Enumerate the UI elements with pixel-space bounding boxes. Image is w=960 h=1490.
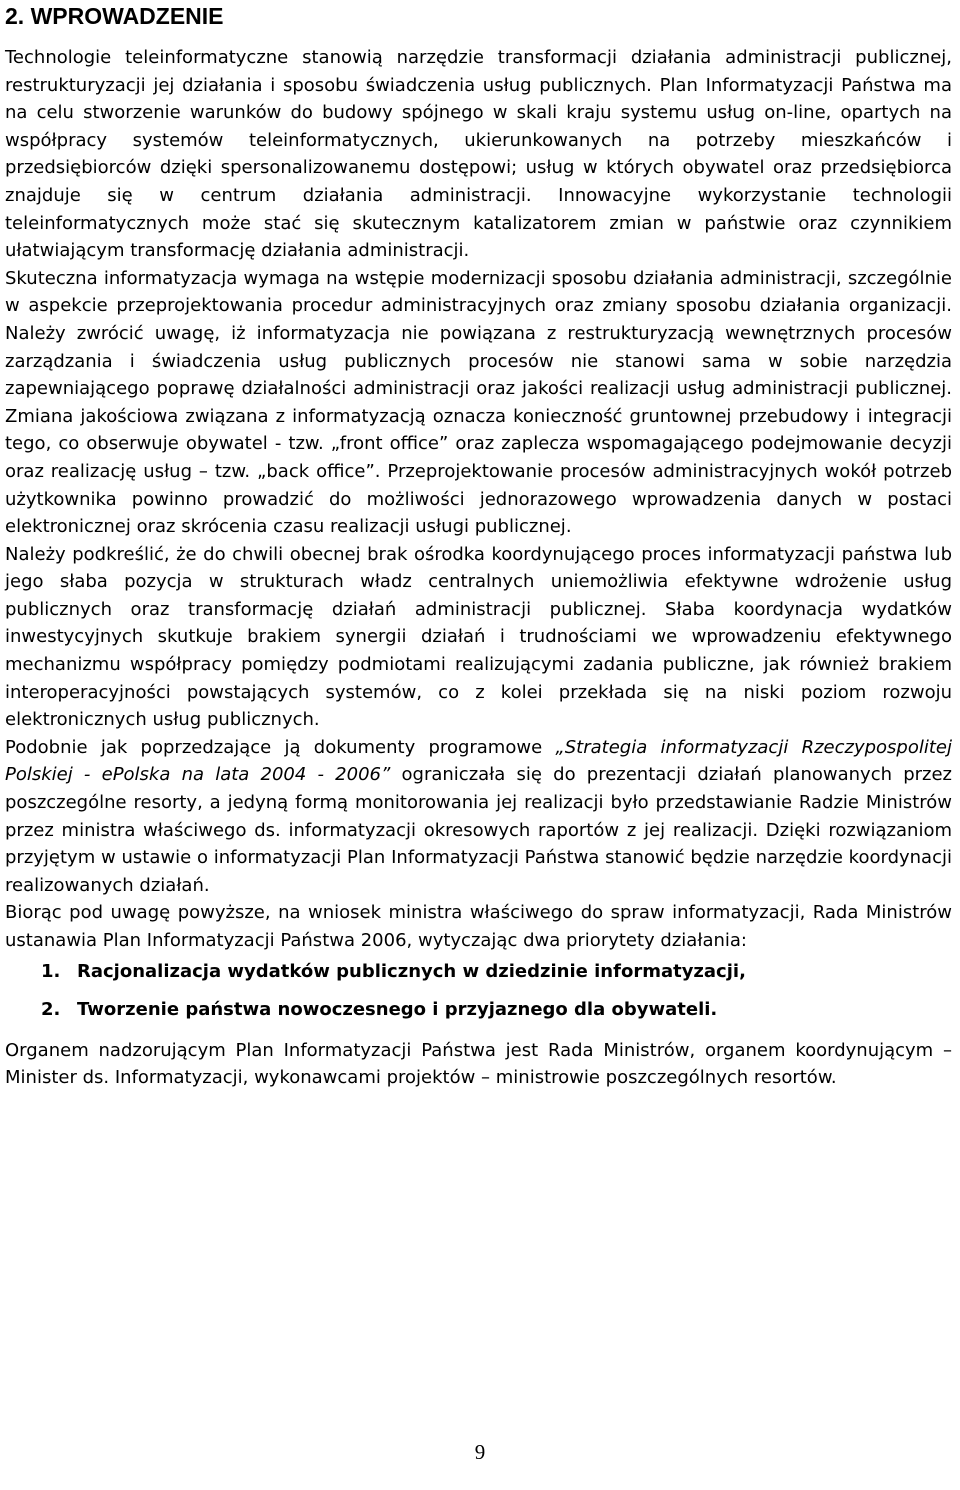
priority-number: 1. bbox=[41, 960, 61, 982]
paragraph-1: Technologie teleinformatyczne stanowią narzędzie transformacji działania administracji publicznej, restrukturyzacji jej działania i sposobu świadczenia usług publicznych. Plan Informatyzacji Państwa ma na celu stworzenie warunków do budowy spójnego w skali kraju systemu usług on-line, opartych na współpracy systemów teleinformatycznych, ukierunkowanych na potrzeby mieszkańców i przedsiębiorców dzięki spersonalizowanemu dostępowi; usług w których obywatel oraz przedsiębiorca znajduje się w centrum działania administracji. Innowacyjne wykorzystanie technologii teleinformatycznych może stać się skutecznym katalizatorem zmian w państwie oraz czynnikiem ułatwiającym transformację działania administracji. bbox=[5, 47, 952, 262]
priority-item bbox=[5, 999, 952, 1021]
priority-text: Tworzenie państwa nowoczesnego i przyjaznego dla obywateli. bbox=[77, 998, 718, 1020]
strategy-title: „Strategia informatyzacji Rzeczypospolitej Polskiej - ePolska na lata 2004 - 2006” bbox=[5, 736, 953, 786]
priority-number: 2. bbox=[41, 998, 61, 1020]
document-page bbox=[5, 0, 952, 1092]
priorities-list bbox=[5, 961, 952, 1021]
priority-text: Racjonalizacja wydatków publicznych w dziedzinie informatyzacji, bbox=[77, 960, 746, 982]
paragraph-3: Należy podkreślić, że do chwili obecnej brak ośrodka koordynującego proces informatyzacji państwa lub jego słaba pozycja w strukturach władz centralnych uniemożliwia efektywne wdrożenie usług publicznych oraz transformację działań administracji publicznej. Słaba koordynacja wydatków inwestycyjnych skutkuje brakiem synergii działań i trudnościami we wprowadzeniu efektywnego mechanizmu współpracy pomiędzy podmiotami realizującymi zadania publiczne, jak również brakiem interoperacyjności powstających systemów, co z kolei przekłada się na niski poziom rozwoju elektronicznych usług publicznych. bbox=[5, 543, 952, 731]
section-heading bbox=[5, 2, 952, 30]
section-number: 2. bbox=[5, 3, 25, 29]
page-number: 9 bbox=[474, 1440, 486, 1464]
paragraph-6: Organem nadzorującym Plan Informatyzacji Państwa jest Rada Ministrów, organem koordynującym – Minister ds. Informatyzacji, wykonawcami projektów – ministrowie poszczególnych resortów. bbox=[5, 1039, 952, 1089]
paragraph-2: Skuteczna informatyzacja wymaga na wstępie modernizacji sposobu działania administracji, szczególnie w aspekcie przeprojektowania procedur administracyjnych oraz zmiany sposobu działania organizacji. Należy zwrócić uwagę, iż informatyzacja nie powiązana z restrukturyzacją wewnętrznych procesów zarządzania i świadczenia usług publicznych procesów nie stanowi sama w sobie narzędzia zapewniającego poprawę działalności administracji oraz jakości realizacji usług administracji publicznej. Zmiana jakościowa związana z informatyzacją oznacza konieczność gruntownej przebudowy i integracji tego, co obserwuje obywatel - tzw. „front office” oraz zaplecza wspomagającego podejmowanie decyzji oraz realizację usług – tzw. „back office”. Przeprojektowanie procesów administracyjnych wokół potrzeb użytkownika powinno prowadzić do możliwości jednorazowego wprowadzenia danych w postaci elektronicznej oraz skrócenia czasu realizacji usługi publicznej. bbox=[5, 267, 952, 538]
priority-item bbox=[5, 961, 952, 983]
section-title-rest: PROWADZENIE bbox=[52, 3, 224, 29]
section-title-first-letter: W bbox=[30, 3, 53, 29]
paragraph-5: Biorąc pod uwagę powyższe, na wniosek ministra właściwego do spraw informatyzacji, Rada Ministrów ustanawia Plan Informatyzacji Państwa 2006, wytyczając dwa priorytety działania: bbox=[5, 902, 952, 951]
paragraph-4 bbox=[5, 734, 952, 900]
paragraph-4-after: ograniczała się do prezentacji działań planowanych przez poszczególne resorty, a jedyną formą monitorowania jej realizacji było przedstawianie Radzie Ministrów przez ministra właściwego ds. informatyzacji okresowych raportów z jej realizacji. Dzięki rozwiązaniom przyjętym w ustawie o informatyzacji Plan Informatyzacji Państwa stanowić będzie narzędzie koordynacji realizowanych działań. bbox=[5, 764, 953, 896]
paragraph-4-before: Podobnie jak poprzedzające ją dokumenty programowe bbox=[5, 736, 556, 758]
